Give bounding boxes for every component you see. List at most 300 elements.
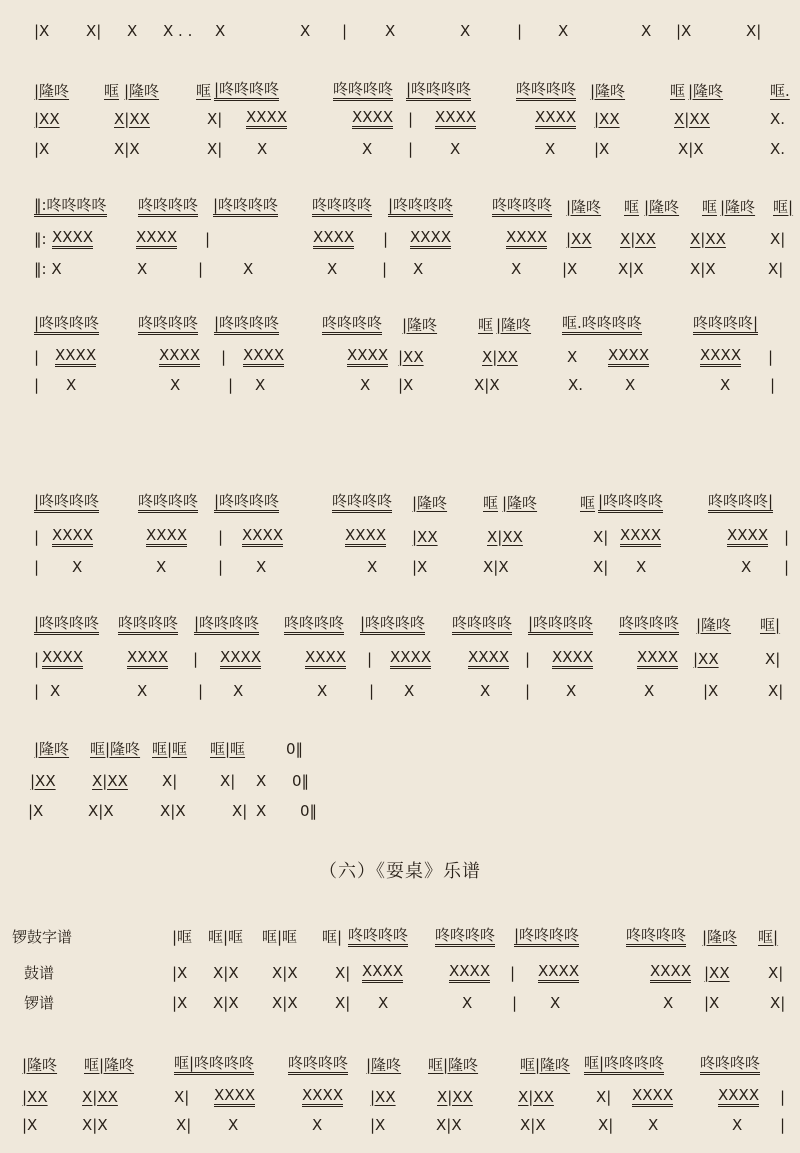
notation-token: X|X	[483, 558, 509, 576]
notation-token: |X	[594, 140, 610, 158]
notation-token: X|	[768, 682, 784, 700]
notation-token: X	[256, 802, 267, 820]
score-line	[0, 1054, 800, 1080]
notation-token: |	[784, 558, 790, 576]
notation-token: 0‖	[300, 802, 318, 820]
notation-token: 咚咚咚咚|	[708, 492, 773, 513]
notation-token: X	[566, 682, 577, 700]
notation-token: X|XX	[674, 110, 710, 128]
notation-token: |隆咚	[402, 316, 438, 334]
notation-token: X	[413, 260, 424, 278]
notation-token: 哐|	[758, 928, 779, 946]
notation-token: XXXX	[136, 228, 177, 249]
notation-token: |	[218, 558, 224, 576]
notation-token: |XX	[412, 528, 438, 546]
notation-token: X|X	[213, 964, 239, 982]
notation-token: ‖:	[34, 230, 47, 248]
score-line	[0, 228, 800, 254]
notation-token: X	[50, 682, 61, 700]
notation-token: |XX	[34, 110, 60, 128]
notation-token: XXXX	[608, 346, 649, 367]
notation-token: 哐	[580, 494, 596, 512]
notation-token: X|XX	[620, 230, 656, 248]
notation-token: XXXX	[410, 228, 451, 249]
notation-token: |	[34, 650, 40, 668]
notation-token: |咚咚咚咚	[406, 80, 471, 101]
notation-token: |隆咚	[412, 494, 448, 512]
notation-token: X	[567, 348, 578, 366]
notation-token: |	[382, 260, 388, 278]
notation-token: XXXX	[243, 346, 284, 367]
notation-token: |	[193, 650, 199, 668]
notation-token: |	[369, 682, 375, 700]
notation-token: |XX	[594, 110, 620, 128]
notation-token: X . .	[163, 22, 193, 40]
notation-token: |隆咚	[702, 928, 738, 946]
notation-token: 哐|哐	[152, 740, 188, 758]
notation-token: |	[218, 528, 224, 546]
notation-token: X|	[86, 22, 102, 40]
notation-token: |	[383, 230, 389, 248]
notation-token: X	[404, 682, 415, 700]
notation-token: XXXX	[146, 526, 187, 547]
notation-token: |XX	[398, 348, 424, 366]
notation-token: X|X	[690, 260, 716, 278]
notation-token: |	[34, 682, 40, 700]
notation-token: X|	[162, 772, 178, 790]
score-line	[0, 680, 800, 706]
notation-token: X	[317, 682, 328, 700]
notation-token: XXXX	[637, 648, 678, 669]
notation-token: XXXX	[246, 108, 287, 129]
notation-token: |X	[703, 682, 719, 700]
notation-token: X|X	[272, 994, 298, 1012]
notation-token: 哐	[670, 82, 686, 100]
notation-token: |咚咚咚咚	[360, 614, 425, 635]
notation-token: 哐|哐	[208, 928, 244, 946]
notation-token: X	[732, 1116, 743, 1134]
notation-token: |	[198, 682, 204, 700]
score-line	[0, 20, 800, 46]
notation-token: 咚咚咚咚	[322, 314, 382, 335]
notation-token: |	[408, 110, 414, 128]
notation-token: 哐|	[322, 928, 343, 946]
notation-token: |XX	[22, 1088, 48, 1106]
notation-token: |	[367, 650, 373, 668]
notation-token: X	[137, 682, 148, 700]
notation-token: X	[170, 376, 181, 394]
notation-token: XXXX	[52, 228, 93, 249]
section-title: （六）《耍桌》乐谱	[319, 861, 481, 882]
notation-token: X|	[335, 964, 351, 982]
notation-token: X	[480, 682, 491, 700]
notation-token: 咚咚咚咚	[138, 196, 198, 217]
notation-token: |咚咚咚咚	[214, 492, 279, 513]
notation-token: XXXX	[302, 1086, 343, 1107]
notation-token: X|XX	[82, 1088, 118, 1106]
notation-token: X|	[598, 1116, 614, 1134]
notation-token: X	[462, 994, 473, 1012]
notation-token: X|XX	[114, 110, 150, 128]
notation-token: X|X	[474, 376, 500, 394]
notation-token: XXXX	[305, 648, 346, 669]
notation-token: X	[300, 22, 311, 40]
notation-token: X|	[593, 558, 609, 576]
notation-token: 咚咚咚咚	[332, 492, 392, 513]
notation-token: X	[550, 994, 561, 1012]
notation-token: X	[243, 260, 254, 278]
score-line	[0, 196, 800, 222]
notation-token: |隆咚	[22, 1056, 58, 1074]
notation-token: |XX	[704, 964, 730, 982]
notation-token: ‖: X	[34, 260, 62, 278]
notation-token: XXXX	[352, 108, 393, 129]
notation-token: XXXX	[449, 962, 490, 983]
notation-token: |X	[412, 558, 428, 576]
notation-token: |	[408, 140, 414, 158]
notation-token: 哐	[478, 316, 494, 334]
notation-token: X|XX	[518, 1088, 554, 1106]
notation-token: X	[558, 22, 569, 40]
score-line	[0, 492, 800, 518]
notation-token: X.	[770, 110, 786, 128]
notation-token: |X	[172, 964, 188, 982]
notation-token: X|	[765, 650, 781, 668]
notation-token: X|	[176, 1116, 192, 1134]
notation-token: XXXX	[362, 962, 403, 983]
notation-token: |	[768, 348, 774, 366]
notation-token: |X	[28, 802, 44, 820]
notation-token: |隆咚	[696, 616, 732, 634]
notation-token: |XX	[370, 1088, 396, 1106]
notation-token: 哐.	[770, 82, 790, 100]
notation-token: X|X	[520, 1116, 546, 1134]
notation-token: X	[327, 260, 338, 278]
notation-token: |	[34, 348, 40, 366]
score-line	[0, 556, 800, 582]
notation-token: XXXX	[159, 346, 200, 367]
score-line	[0, 314, 800, 340]
notation-token: X|X	[82, 1116, 108, 1134]
notation-token: 0‖	[286, 740, 304, 758]
notation-token: X|	[596, 1088, 612, 1106]
notation-token: 哐|隆咚	[428, 1056, 479, 1074]
notation-token: 咚咚咚咚	[626, 926, 686, 947]
notation-token: XXXX	[214, 1086, 255, 1107]
notation-token: 哐|	[760, 616, 781, 634]
notation-token: X|X	[618, 260, 644, 278]
notation-token: 哐	[483, 494, 499, 512]
notation-token: X	[741, 558, 752, 576]
notation-token: XXXX	[220, 648, 261, 669]
label-luogu-zipu: 锣鼓字谱	[12, 928, 73, 946]
notation-token: |咚咚咚咚	[598, 492, 663, 513]
notation-token: X	[378, 994, 389, 1012]
notation-token: |X	[562, 260, 578, 278]
notation-token: XXXX	[506, 228, 547, 249]
notation-token: XXXX	[127, 648, 168, 669]
notation-token: 哐|隆咚	[520, 1056, 571, 1074]
notation-token: X	[720, 376, 731, 394]
notation-token: 咚咚咚咚	[138, 492, 198, 513]
notation-token: |	[221, 348, 227, 366]
score-line	[0, 962, 800, 988]
notation-token: X|X	[88, 802, 114, 820]
notation-token: X	[137, 260, 148, 278]
notation-token: |隆咚	[720, 198, 756, 216]
notation-token: X	[663, 994, 674, 1012]
notation-token: 哐|哐	[262, 928, 298, 946]
notation-token: 咚咚咚咚	[435, 926, 495, 947]
score-line	[0, 738, 800, 764]
notation-token: 哐	[702, 198, 718, 216]
notation-token: XXXX	[42, 648, 83, 669]
notation-token: XXXX	[650, 962, 691, 983]
notation-token: X	[360, 376, 371, 394]
score-line	[0, 648, 800, 674]
notation-token: X	[127, 22, 138, 40]
notation-token: 咚咚咚咚	[452, 614, 512, 635]
notation-token: |隆咚	[124, 82, 160, 100]
notation-token: X|	[770, 994, 786, 1012]
notation-token: |哐	[172, 928, 193, 946]
notation-token: |咚咚咚咚	[34, 492, 99, 513]
score-line	[0, 800, 800, 826]
notation-token: |隆咚	[34, 82, 70, 100]
notation-token: 哐|隆咚	[84, 1056, 135, 1074]
score-line	[0, 1114, 800, 1140]
notation-token: XXXX	[52, 526, 93, 547]
notation-token: |	[510, 964, 516, 982]
notation-token: |咚咚咚咚	[388, 196, 453, 217]
notation-token: |隆咚	[34, 740, 70, 758]
score-line	[0, 1086, 800, 1112]
notation-token: XXXX	[552, 648, 593, 669]
notation-token: X	[233, 682, 244, 700]
notation-token: |	[34, 528, 40, 546]
notation-token: X	[362, 140, 373, 158]
notation-token: 哐|隆咚	[90, 740, 141, 758]
notation-token: 咚咚咚咚	[333, 80, 393, 101]
notation-token: X|	[768, 260, 784, 278]
notation-token: 咚咚咚咚	[516, 80, 576, 101]
notation-token: X|X	[160, 802, 186, 820]
notation-token: X	[545, 140, 556, 158]
notation-token: X|	[232, 802, 248, 820]
notation-token: X	[367, 558, 378, 576]
notation-token: X	[312, 1116, 323, 1134]
notation-token: XXXX	[435, 108, 476, 129]
score-line	[0, 108, 800, 134]
notation-token: X|	[220, 772, 236, 790]
score-line	[0, 80, 800, 106]
notation-token: X|	[335, 994, 351, 1012]
notation-token: |隆咚	[496, 316, 532, 334]
notation-token: |XX	[693, 650, 719, 668]
score-line	[0, 258, 800, 284]
notation-token: 咚咚咚咚	[348, 926, 408, 947]
notation-token: |咚咚咚咚	[194, 614, 259, 635]
score-line	[0, 614, 800, 640]
notation-token: 咚咚咚咚	[284, 614, 344, 635]
notation-token: |咚咚咚咚	[528, 614, 593, 635]
notation-token: X	[636, 558, 647, 576]
notation-token: XXXX	[313, 228, 354, 249]
notation-token: X	[641, 22, 652, 40]
notation-token: |咚咚咚咚	[34, 614, 99, 635]
notation-token: X|X	[114, 140, 140, 158]
notation-token: 0‖	[292, 772, 310, 790]
notation-token: X|XX	[482, 348, 518, 366]
notation-token: |	[34, 376, 40, 394]
notation-token: XXXX	[700, 346, 741, 367]
notation-token: 哐|咚咚咚咚	[584, 1054, 664, 1075]
notation-token: X	[66, 376, 77, 394]
notation-token: |	[780, 1116, 786, 1134]
notation-token: 哐	[196, 82, 212, 100]
notation-token: |XX	[30, 772, 56, 790]
notation-token: XXXX	[535, 108, 576, 129]
notation-token: X	[644, 682, 655, 700]
notation-token: X	[215, 22, 226, 40]
notation-token: X	[255, 376, 266, 394]
notation-token: X|	[207, 140, 223, 158]
notation-token: X|	[768, 964, 784, 982]
score-line	[0, 926, 800, 952]
notation-token: X|X	[678, 140, 704, 158]
notation-token: X	[156, 558, 167, 576]
notation-token: |咚咚咚咚	[514, 926, 579, 947]
notation-token: X	[385, 22, 396, 40]
notation-token: |X	[22, 1116, 38, 1134]
notation-token: X|X	[213, 994, 239, 1012]
notation-token: |隆咚	[688, 82, 724, 100]
notation-token: |X	[172, 994, 188, 1012]
notation-token: |XX	[566, 230, 592, 248]
notation-token: X	[228, 1116, 239, 1134]
notation-token: 咚咚咚咚	[288, 1054, 348, 1075]
label-gupu: 鼓谱	[24, 964, 55, 982]
notation-token: XXXX	[632, 1086, 673, 1107]
notation-token: X|	[174, 1088, 190, 1106]
notation-token: X.	[568, 376, 584, 394]
notation-token: |X	[370, 1116, 386, 1134]
notation-token: XXXX	[718, 1086, 759, 1107]
score-line	[0, 374, 800, 400]
notation-token: |	[205, 230, 211, 248]
notation-token: X	[256, 772, 267, 790]
notation-token: |咚咚咚咚	[34, 314, 99, 335]
notation-token: X	[625, 376, 636, 394]
notation-token: |	[342, 22, 348, 40]
notation-token: XXXX	[347, 346, 388, 367]
notation-token: X	[460, 22, 471, 40]
label-luopu: 锣谱	[24, 994, 55, 1012]
notation-token: |X	[676, 22, 692, 40]
notation-token: |隆咚	[644, 198, 680, 216]
notation-token: XXXX	[242, 526, 283, 547]
notation-token: |	[198, 260, 204, 278]
notation-token: 咚咚咚咚	[619, 614, 679, 635]
notation-token: |隆咚	[502, 494, 538, 512]
notation-token: |	[512, 994, 518, 1012]
notation-token: |X	[704, 994, 720, 1012]
notation-token: |X	[398, 376, 414, 394]
notation-token: X	[257, 140, 268, 158]
notation-token: 哐.咚咚咚咚	[562, 314, 642, 335]
notation-token: X	[256, 558, 267, 576]
notation-token: |X	[34, 22, 50, 40]
notation-token: X	[450, 140, 461, 158]
notation-token: |	[228, 376, 234, 394]
notation-token: |隆咚	[566, 198, 602, 216]
score-line	[0, 346, 800, 372]
notation-token: X|XX	[92, 772, 128, 790]
notation-token: XXXX	[620, 526, 661, 547]
notation-token: X|	[207, 110, 223, 128]
notation-token: 哐	[104, 82, 120, 100]
notation-token: |咚咚咚咚	[213, 196, 278, 217]
notation-token: 咚咚咚咚|	[693, 314, 758, 335]
notation-token: 咚咚咚咚	[312, 196, 372, 217]
notation-token: XXXX	[390, 648, 431, 669]
notation-token: X|XX	[437, 1088, 473, 1106]
notation-token: XXXX	[345, 526, 386, 547]
notation-token: |	[525, 682, 531, 700]
notation-token: X	[648, 1116, 659, 1134]
score-line	[0, 992, 800, 1018]
notation-token: 咚咚咚咚	[138, 314, 198, 335]
notation-token: |	[780, 1088, 786, 1106]
notation-token: X|X	[272, 964, 298, 982]
score-line	[0, 770, 800, 796]
notation-token: 哐	[624, 198, 640, 216]
notation-token: X|	[746, 22, 762, 40]
score-line	[0, 526, 800, 552]
notation-token: 咚咚咚咚	[492, 196, 552, 217]
notation-token: 咚咚咚咚	[118, 614, 178, 635]
score-line	[0, 138, 800, 164]
notation-token: X|	[593, 528, 609, 546]
notation-token: ‖:咚咚咚咚	[34, 196, 107, 217]
notation-token: |咚咚咚咚	[214, 80, 279, 101]
notation-token: |	[770, 376, 776, 394]
notation-token: 哐|	[773, 198, 794, 216]
notation-token: X|X	[436, 1116, 462, 1134]
notation-token: |隆咚	[366, 1056, 402, 1074]
notation-token: 咚咚咚咚	[700, 1054, 760, 1075]
notation-token: |隆咚	[590, 82, 626, 100]
notation-token: X	[72, 558, 83, 576]
notation-token: |X	[34, 140, 50, 158]
notation-token: XXXX	[727, 526, 768, 547]
notation-token: X	[511, 260, 522, 278]
notation-token: XXXX	[55, 346, 96, 367]
notation-token: X|XX	[487, 528, 523, 546]
notation-token: X|XX	[690, 230, 726, 248]
notation-token: 哐|哐	[210, 740, 246, 758]
notation-token: |	[34, 558, 40, 576]
notation-token: 哐|咚咚咚咚	[174, 1054, 254, 1075]
notation-token: |咚咚咚咚	[214, 314, 279, 335]
notation-token: XXXX	[538, 962, 579, 983]
notation-token: XXXX	[468, 648, 509, 669]
notation-token: |	[517, 22, 523, 40]
notation-token: X|	[770, 230, 786, 248]
notation-token: X.	[770, 140, 786, 158]
notation-token: |	[525, 650, 531, 668]
notation-token: |	[784, 528, 790, 546]
